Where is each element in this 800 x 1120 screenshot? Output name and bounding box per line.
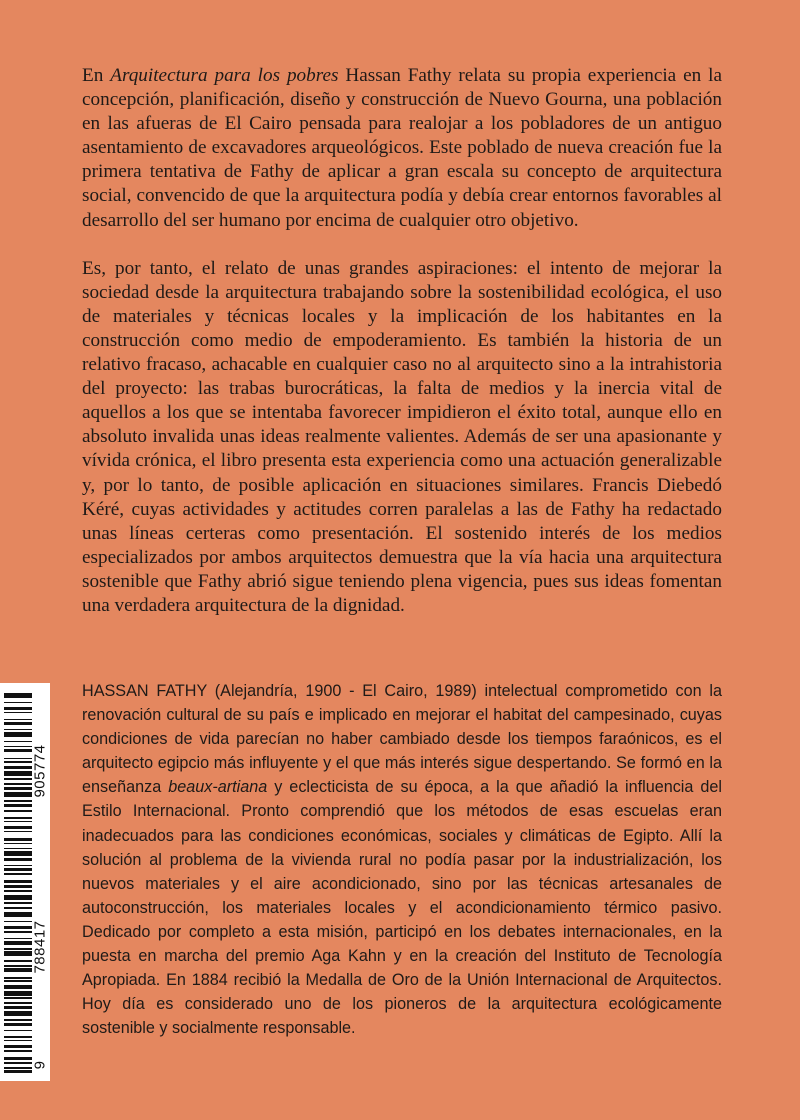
barcode-bar bbox=[4, 766, 32, 769]
barcode-bar bbox=[4, 838, 32, 841]
barcode-bar bbox=[4, 941, 32, 944]
barcode-bar bbox=[4, 851, 32, 856]
barcode-group-1: 788417 bbox=[31, 920, 49, 974]
barcode-bar bbox=[4, 907, 32, 909]
barcode-bar bbox=[4, 702, 32, 704]
barcode-bar bbox=[4, 921, 32, 923]
barcode-bar bbox=[4, 732, 32, 737]
barcode-bar bbox=[4, 858, 32, 861]
barcode-bar bbox=[4, 771, 32, 776]
barcode-bar bbox=[4, 783, 32, 785]
barcode-bar bbox=[4, 1023, 32, 1026]
barcode-bar bbox=[4, 792, 32, 797]
barcode-bar bbox=[4, 977, 32, 979]
barcode-group-2: 905774 bbox=[31, 744, 49, 798]
barcode-bar bbox=[4, 890, 32, 892]
barcode-bars bbox=[4, 693, 32, 1073]
barcode-bar bbox=[4, 997, 32, 999]
barcode-bar bbox=[4, 817, 32, 819]
barcode-bar bbox=[4, 1062, 32, 1064]
barcode-bar bbox=[4, 868, 32, 871]
barcode-bar bbox=[4, 985, 32, 988]
barcode-bar bbox=[4, 1030, 32, 1032]
barcode-bar bbox=[4, 1019, 32, 1021]
barcode-bar bbox=[4, 880, 32, 883]
barcode-bar bbox=[4, 1045, 32, 1048]
barcode-bar bbox=[4, 926, 32, 929]
barcode-bar bbox=[4, 1067, 32, 1069]
barcode-bar bbox=[4, 831, 32, 833]
isbn-barcode bbox=[0, 683, 50, 1081]
barcode-bar bbox=[4, 729, 32, 731]
barcode-bar bbox=[4, 761, 32, 763]
author-bio-italic-term: beaux-artiana bbox=[168, 778, 268, 797]
author-bio bbox=[82, 679, 722, 1040]
barcode-bar bbox=[4, 707, 32, 710]
barcode-bar bbox=[4, 938, 32, 940]
barcode-bar bbox=[4, 968, 32, 971]
barcode-bar bbox=[4, 800, 32, 802]
barcode-bar bbox=[4, 1070, 32, 1073]
barcode-bar bbox=[4, 980, 32, 982]
barcode-bar bbox=[4, 948, 32, 950]
barcode-lead-digit: 9 bbox=[31, 1060, 49, 1070]
barcode-bar bbox=[4, 821, 32, 823]
barcode-bar bbox=[4, 712, 32, 714]
barcode-bar bbox=[4, 810, 32, 812]
author-bio-part-1: HASSAN FATHY (Alejandría, 1900 - El Cairo, 1989) intelectual comprometido con la renovación cultural de su país e implicado en mejorar el habitat del campesinado, cuyas condiciones de vida parecían no haber cambiado desde los tiempos faraónicos, es el arquitecto egipcio más influyente y el que más interés sigue despertando. Se formó en la enseñanza bbox=[82, 682, 722, 797]
barcode-bar bbox=[4, 722, 32, 725]
barcode-bar bbox=[4, 1036, 32, 1038]
barcode-bar bbox=[4, 693, 32, 698]
barcode-bar bbox=[4, 951, 32, 956]
author-bio-part-2: y eclecticista de su época, a la que añadió la influencia del Estilo Internacional. Pronto comprendió que los métodos de esas escuelas eran inadecuados para las condiciones económicas, sociales y climáticas de Egipto. Allí la solución al problema de la vivienda rural no podía pasar por la industrialización, los nuevos materiales y el aire acondicionado, sino por las técnicas artesanales de autoconstrucción, los materiales locales y el acondicionamiento térmico pasivo. Dedicado por completo a esta misión, participó en los debates internacionales, en la puesta en marcha del premio Aga Kahn y en la creación del Instituto de Tecnología Apropiada. En 1884 recibió la Medalla de Oro de la Unión Internacional de Arquitectos. Hoy día es considerado uno de los pioneros de la arquitectura ecológicamente sostenible y socialmente responsable. bbox=[82, 778, 722, 1038]
barcode-number bbox=[32, 689, 48, 1075]
synopsis-paragraph-2: Es, por tanto, el relato de unas grandes aspiraciones: el intento de mejorar la sociedad desde la arquitectura trabajando sobre la sostenibilidad ecológica, el uso de materiales y técnicas locales y la implicación de los habitantes en la construcción como medio de empoderamiento. Es también la historia de un relativo fracaso, achacable en cualquier caso no al arquitecto sino a la intrahistoria del proyecto: las trabas burocráticas, la falta de medios y la inercia vital de aquellos a los que se intentaba favorecer impidieron el éxito total, aunque ello en absoluto invalida unas ideas realmente valientes. Además de ser una apasionante y vívida crónica, el libro presenta esta experiencia como una actuación generalizable y, por lo tanto, de posible aplicación en situaciones similares. Francis Diebedó Kéré, cuyas actividades y actitudes corren paralelas a las de Fathy ha redactado unas líneas certeras como presentación. El sostenido interés de los medios especializados por ambos arquitectos demuestra que la vía hacia una arquitectura sostenible que Fathy abrió sigue teniendo plena vigencia, pues sus ideas fomentan una verdadera arquitectura de la dignidad. bbox=[82, 257, 722, 616]
barcode-bar bbox=[4, 719, 32, 721]
barcode-bar bbox=[4, 965, 32, 967]
barcode-bar bbox=[4, 1006, 32, 1009]
synopsis-lead: En bbox=[82, 65, 111, 86]
barcode-bar bbox=[4, 749, 32, 752]
barcode-bar bbox=[4, 960, 32, 962]
barcode-bar bbox=[4, 787, 32, 790]
barcode-bar bbox=[4, 1040, 32, 1042]
barcode-bar bbox=[4, 804, 32, 807]
barcode-bar bbox=[4, 778, 32, 780]
book-title: Arquitectura para los pobres bbox=[110, 65, 339, 86]
barcode-bar bbox=[4, 885, 32, 888]
synopsis bbox=[82, 64, 722, 642]
barcode-bar bbox=[4, 758, 32, 760]
barcode-bar bbox=[4, 902, 32, 904]
barcode-bar bbox=[4, 843, 32, 845]
synopsis-paragraph-1 bbox=[82, 64, 722, 233]
barcode-bar bbox=[4, 741, 32, 743]
barcode-bar bbox=[4, 1050, 32, 1052]
barcode-bar bbox=[4, 912, 32, 917]
barcode-bar bbox=[4, 746, 32, 748]
barcode-bar bbox=[4, 1002, 32, 1004]
barcode-bar bbox=[4, 931, 32, 933]
barcode-bar bbox=[4, 991, 32, 996]
barcode-bar bbox=[4, 826, 32, 829]
barcode-bar bbox=[4, 1057, 32, 1060]
barcode-bar bbox=[4, 895, 32, 900]
synopsis-p1-rest: Hassan Fathy relata su propia experiencia en la concepción, planificación, diseño y construcción de Nuevo Gourna, una población en las afueras de El Cairo pensada para realojar a los pobladores de un antiguo asentamiento de excavadores arqueológicos. Este poblado de nueva creación fue la primera tentativa de Fathy de aplicar a gran escala su concepto de arquitectura social, convencido de que la arquitectura podía y debía crear entornos favorables al desarrollo del ser humano por encima de cualquier otro objetivo. bbox=[82, 65, 722, 231]
barcode-bar bbox=[4, 1011, 32, 1016]
barcode-bar bbox=[4, 873, 32, 875]
barcode-bar bbox=[4, 865, 32, 867]
barcode-bar bbox=[4, 848, 32, 850]
